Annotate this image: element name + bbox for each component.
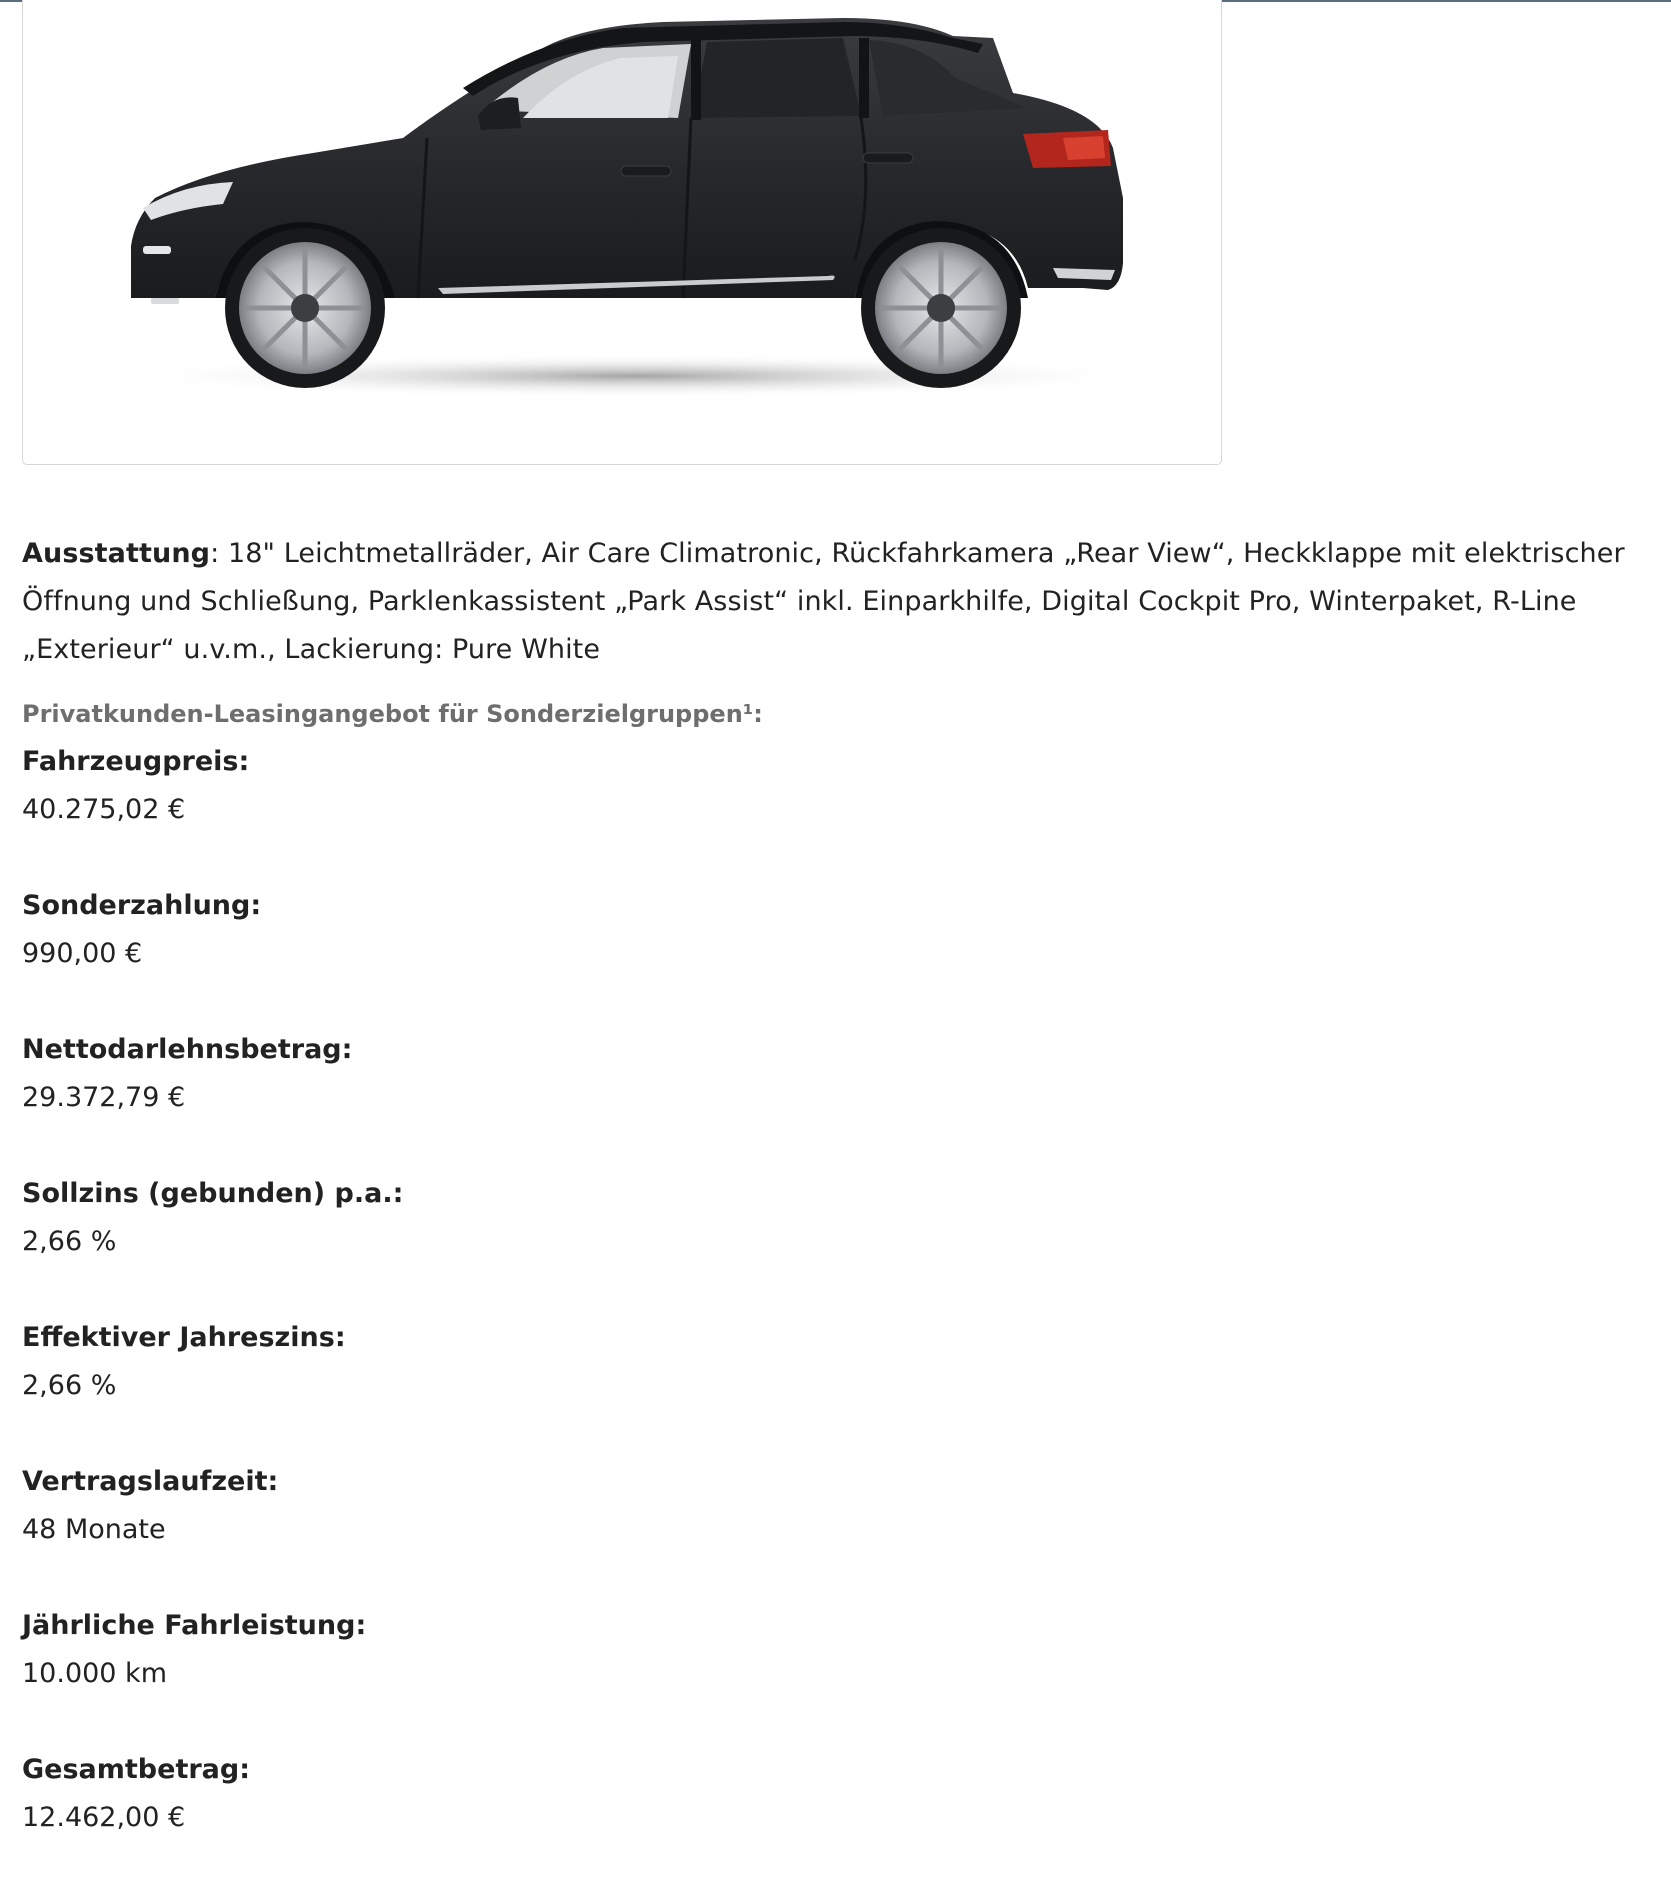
spec-list: [22, 738, 1662, 1890]
spec-value: 10.000 km: [22, 1658, 167, 1689]
spec-value: 2,66 %: [22, 1370, 117, 1401]
spec-item-gesamtbetrag: [22, 1746, 1662, 1890]
spec-item-nettodarlehnsbetrag: [22, 1026, 1662, 1170]
spec-label: Vertragslaufzeit:: [22, 1466, 279, 1497]
spec-value: 12.462,00 €: [22, 1802, 186, 1833]
spec-label: Nettodarlehnsbetrag:: [22, 1034, 353, 1065]
equipment-label: Ausstattung: [22, 538, 211, 569]
spec-label: Jährliche Fahrleistung:: [22, 1610, 367, 1641]
equipment-separator: :: [210, 538, 228, 569]
spec-label: Fahrzeugpreis:: [22, 746, 250, 777]
spec-label: Sollzins (gebunden) p.a.:: [22, 1178, 404, 1209]
offer-content: [22, 530, 1662, 1890]
spec-item-fahrzeugpreis: [22, 738, 1662, 882]
spec-value: 2,66 %: [22, 1226, 117, 1257]
spec-value: 40.275,02 €: [22, 794, 186, 825]
spec-item-fahrleistung: [22, 1602, 1662, 1746]
spec-label: Effektiver Jahreszins:: [22, 1322, 346, 1353]
spec-value: 48 Monate: [22, 1514, 166, 1545]
spec-label: Sonderzahlung:: [22, 890, 262, 921]
spec-item-sonderzahlung: [22, 882, 1662, 1026]
spec-item-sollzins: [22, 1170, 1662, 1314]
spec-item-effektiver-jahreszins: [22, 1314, 1662, 1458]
spec-value: 29.372,79 €: [22, 1082, 186, 1113]
offer-heading: Privatkunden-Leasingangebot für Sonderzielgruppen¹:: [22, 700, 763, 728]
spec-item-vertragslaufzeit: [22, 1458, 1662, 1602]
vehicle-image-frame: [22, 0, 1222, 465]
spec-label: Gesamtbetrag:: [22, 1754, 251, 1785]
car-image: [23, 0, 1221, 464]
equipment-text: 18" Leichtmetallräder, Air Care Climatronic, Rückfahrkamera „Rear View“, Heckklappe mit elektrischer Öffnung und Schließung, Parklenkassistent „Park Assist“ inkl. Einparkhilfe, Digital Cockpit Pro, Winterpaket, R-Line „Exterieur“ u.v.m., Lackierung: Pure White: [22, 538, 1625, 665]
spec-value: 990,00 €: [22, 938, 143, 969]
equipment-paragraph: [22, 530, 1662, 674]
